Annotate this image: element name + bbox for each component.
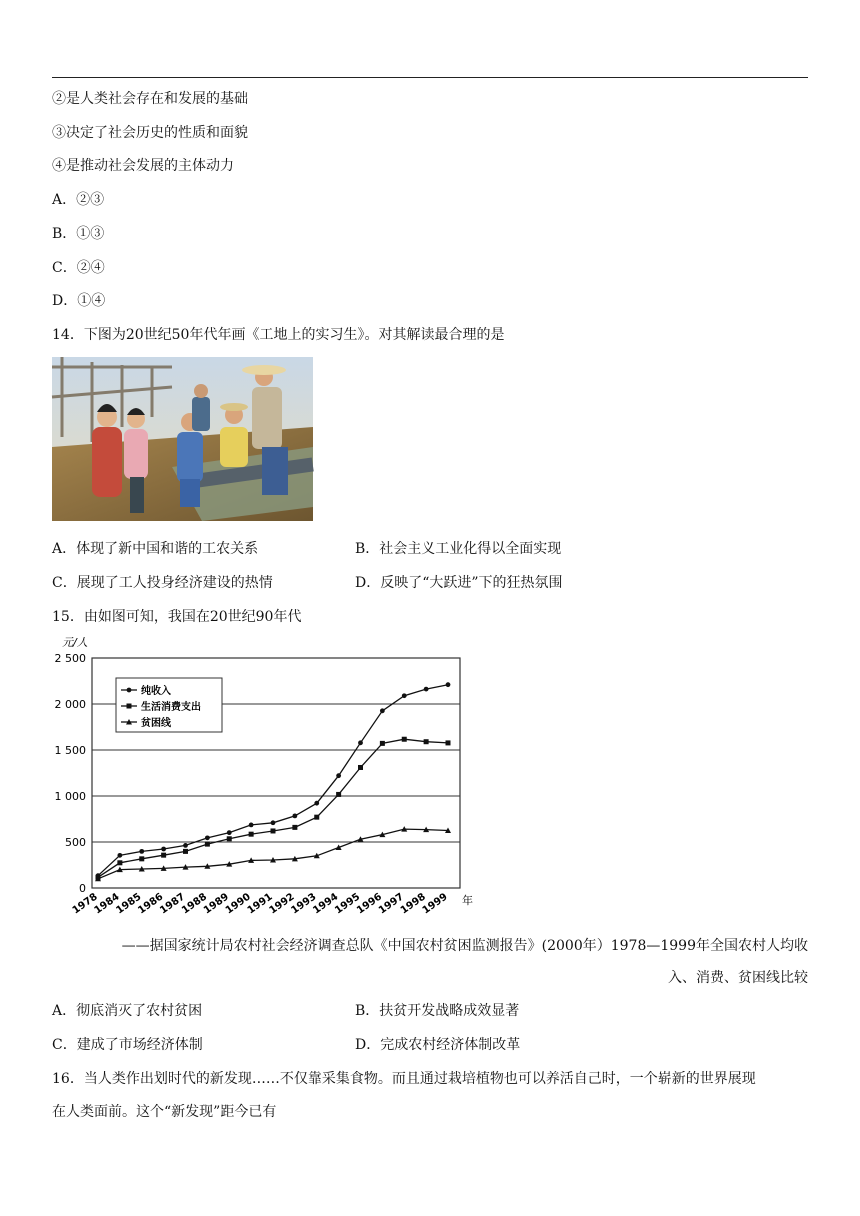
q15-option-a: A．彻底消灭了农村贫困 [52,1003,203,1019]
x-tick-label: 1984 [92,891,122,917]
chart-source-caption-line2: 入、消费、贫困线比较 [668,970,808,986]
x-tick-label: 1994 [311,891,341,917]
data-point [446,740,451,745]
data-point [127,704,132,709]
data-point [271,820,276,825]
q14-option-c: C．展现了工人投身经济建设的热情 [52,575,273,591]
data-point [205,842,210,847]
data-point [380,708,385,713]
x-tick-label: 1991 [245,891,275,917]
x-tick-label: 1996 [354,891,385,917]
y-tick-label: 2 000 [54,698,86,711]
chart-legend [116,678,222,732]
x-axis-unit: 年 [462,894,473,907]
q15-option-b: B．扶贫开发战略成效显著 [355,1003,520,1019]
q15-option-d: D．完成农村经济体制改革 [355,1037,521,1053]
data-point [336,773,341,778]
chart-svg [50,630,473,920]
y-tick-label: 0 [79,882,86,895]
data-point [446,682,451,687]
series-line [98,829,448,879]
x-tick-label: 1993 [289,891,319,917]
question-16-line1: 16．当人类作出划时代的新发现……不仅靠采集食物。而且通过栽培植物也可以养活自己时，一个崭新的世界展现 [52,1071,756,1087]
question-14: 14．下图为20世纪50年代年画《工地上的实习生》。对其解读最合理的是 [52,327,505,343]
x-tick-label: 1989 [201,891,231,917]
data-point [314,815,319,820]
data-point [117,853,122,858]
q15-option-c: C．建成了市场经济体制 [52,1037,203,1053]
series-line [98,739,448,877]
data-point [249,822,254,827]
data-point [380,741,385,746]
income-chart [50,630,473,920]
x-tick-label: 1998 [398,891,428,917]
data-point [424,687,429,692]
data-point [271,828,276,833]
x-tick-label: 1987 [158,891,188,917]
header-rule [52,77,808,78]
q14-option-b: B．社会主义工业化得以全面实现 [355,541,562,557]
data-point [227,836,232,841]
statement-4: ④是推动社会发展的主体动力 [52,158,234,174]
question-16-line2: 在人类面前。这个“新发现”距今已有 [52,1104,277,1120]
q13-option-d: D．①④ [52,293,106,309]
data-point [161,853,166,858]
x-tick-label: 1997 [376,891,406,917]
x-tick-label: 1999 [420,891,450,917]
data-point [358,740,363,745]
data-point [249,832,254,837]
data-point [161,847,166,852]
data-point [314,801,319,806]
question-15: 15．由如图可知，我国在20世纪90年代 [52,609,302,625]
x-tick-label: 1990 [223,891,253,917]
y-tick-label: 1 500 [54,744,86,757]
statement-2: ②是人类社会存在和发展的基础 [52,91,248,107]
x-tick-label: 1988 [179,891,210,917]
q13-option-c: C．②④ [52,260,105,276]
q13-option-b: B．①③ [52,226,105,242]
data-point [227,830,232,835]
x-tick-label: 1985 [114,891,144,917]
chart-source-caption-line1: ——据国家统计局农村社会经济调查总队《中国农村贫困监测报告》(2000年）1978—1999年全国农村人均收 [121,938,808,954]
data-point [205,835,210,840]
data-point [139,856,144,861]
data-point [292,813,297,818]
series-triangle [95,826,451,881]
data-point [292,825,297,830]
x-tick-label: 1978 [70,891,100,917]
q14-option-a: A．体现了新中国和谐的工农关系 [52,541,259,557]
data-point [402,737,407,742]
data-point [139,849,144,854]
data-point [402,693,407,698]
y-tick-labels [55,652,87,895]
painting-image [52,357,313,521]
data-point [127,688,132,693]
y-tick-label: 1 000 [54,790,86,803]
data-point [424,739,429,744]
q13-option-a: A．②③ [52,192,105,208]
legend-label: 贫困线 [141,718,171,729]
legend-label: 纯收入 [141,686,171,697]
legend-label: 生活消费支出 [141,702,201,713]
statement-3: ③决定了社会历史的性质和面貌 [52,125,248,141]
data-point [183,849,188,854]
y-axis-unit: 元/人 [62,636,88,649]
x-tick-labels [71,891,450,916]
x-tick-label: 1986 [136,891,166,917]
x-tick-label: 1992 [267,891,297,917]
x-tick-label: 1995 [333,891,363,917]
data-point [183,843,188,848]
q14-option-d: D．反映了“大跃进”下的狂热氛围 [355,575,563,591]
y-tick-label: 500 [65,836,86,849]
data-point [117,860,122,865]
y-tick-label: 2 500 [54,652,86,665]
data-point [336,792,341,797]
data-point [358,765,363,770]
